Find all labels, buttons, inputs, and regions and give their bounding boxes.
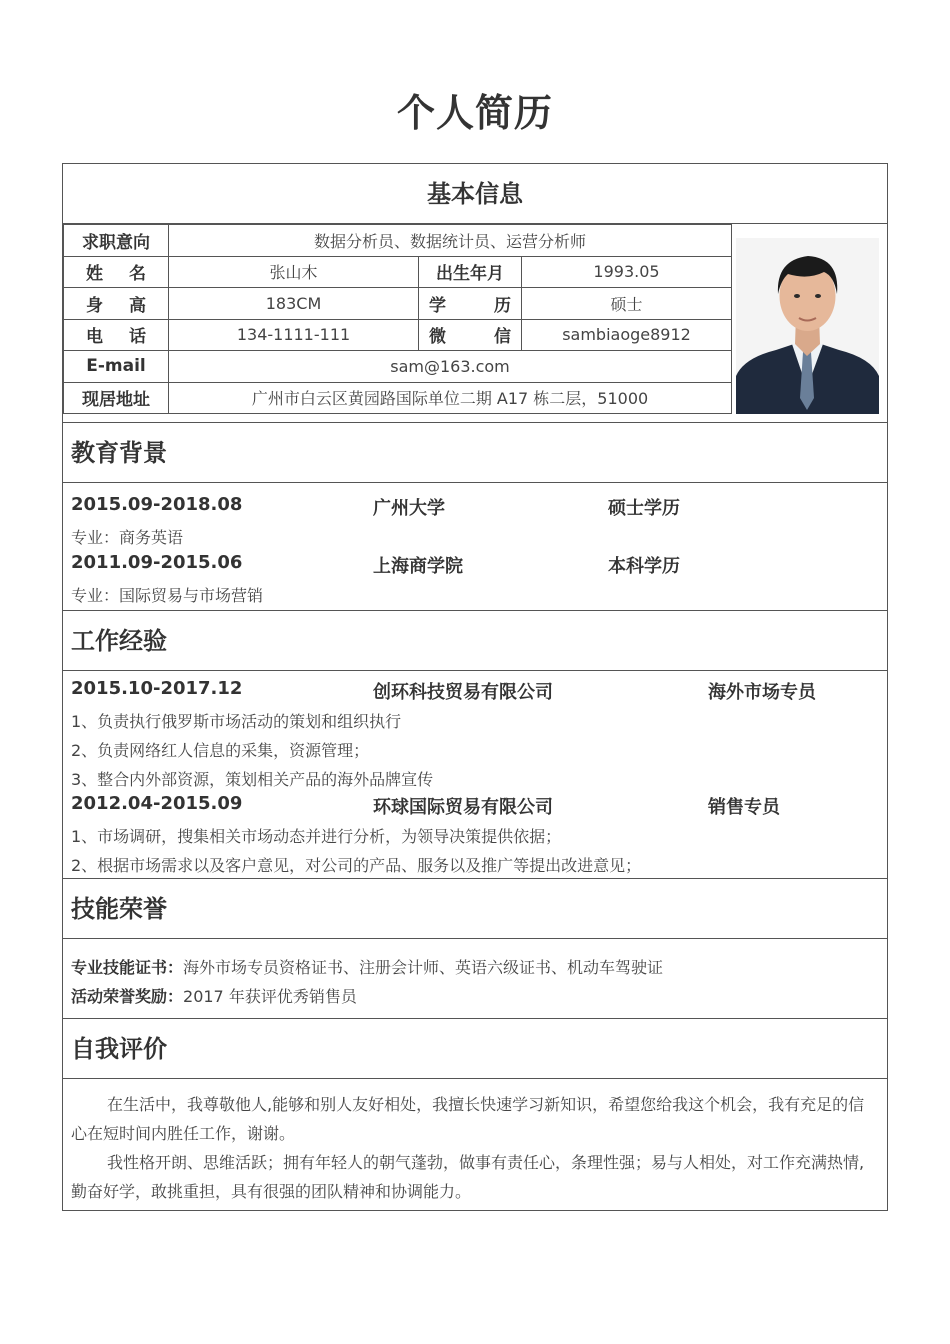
work-2-period: 2012.04-2015.09 — [71, 793, 243, 814]
address-label: 现居地址 — [64, 382, 169, 414]
work-2-duty: 2、根据市场需求以及客户意见，对公司的产品、服务以及推广等提出改进意见； — [71, 856, 642, 875]
work-2-duty: 1、市场调研，搜集相关市场动态并进行分析，为领导决策提供依据； — [71, 827, 562, 846]
birth-value: 1993.05 — [522, 256, 732, 288]
job-value: 数据分析员、数据统计员、运营分析师 — [169, 225, 732, 257]
wechat-value: sambiaoge8912 — [522, 319, 732, 351]
award-line — [71, 984, 357, 1007]
edu-label: 学 历 — [419, 288, 522, 320]
self-heading: 自我评价 — [63, 1019, 887, 1079]
award-label: 活动荣誉奖励： — [71, 987, 184, 1006]
edu-2-period: 2011.09-2015.06 — [71, 552, 243, 573]
work-2-company: 环球国际贸易有限公司 — [373, 797, 553, 818]
address-value: 广州市白云区黄园路国际单位二期 A17 栋二层，51000 — [169, 382, 732, 414]
work-heading: 工作经验 — [63, 611, 887, 671]
height-value: 183CM — [169, 288, 419, 320]
cert-value: 海外市场专员资格证书、注册会计师、英语六级证书、机动车驾驶证 — [183, 958, 664, 977]
skills-heading: 技能荣誉 — [63, 879, 887, 939]
edu-value: 硕士 — [522, 288, 732, 320]
work-1-duty: 1、负责执行俄罗斯市场活动的策划和组织执行 — [71, 712, 402, 731]
page-title: 个人简历 — [396, 91, 553, 135]
edu-1-period: 2015.09-2018.08 — [71, 494, 243, 515]
edu-1-degree: 硕士学历 — [608, 498, 680, 519]
name-label: 姓 名 — [64, 256, 169, 288]
edu-2-degree: 本科学历 — [608, 556, 680, 577]
self-paragraph: 我性格开朗、思维活跃；拥有年轻人的朝气蓬勃，做事有责任心，条理性强；易与人相处，对工作充满热情,勤奋好学，敢挑重担，具有很强的团队精神和协调能力。 — [71, 1153, 865, 1201]
cert-label: 专业技能证书： — [71, 958, 184, 977]
work-1-period: 2015.10-2017.12 — [71, 678, 243, 699]
edu-1-major: 专业：商务英语 — [71, 528, 184, 547]
edu-2-major: 专业：国际贸易与市场营销 — [71, 586, 264, 605]
work-1-duty: 2、负责网络红人信息的采集，资源管理； — [71, 741, 370, 760]
wechat-label: 微 信 — [419, 319, 522, 351]
resume-frame — [62, 163, 888, 1211]
birth-label: 出生年月 — [419, 256, 522, 288]
edu-2-school: 上海商学院 — [373, 556, 463, 577]
phone-value: 134-1111-111 — [169, 319, 419, 351]
basic-info-table — [63, 224, 732, 414]
edu-1-school: 广州大学 — [373, 498, 445, 519]
email-value: sam@163.com — [169, 351, 732, 383]
height-label: 身 高 — [64, 288, 169, 320]
phone-label: 电 话 — [64, 319, 169, 351]
award-value: 2017 年获评优秀销售员 — [183, 987, 357, 1006]
name-value: 张山木 — [169, 256, 419, 288]
self-paragraph: 在生活中，我尊敬他人,能够和别人友好相处，我擅长快速学习新知识，希望您给我这个机会，我有充足的信心在短时间内胜任工作，谢谢。 — [71, 1095, 865, 1143]
basic-info-heading: 基本信息 — [63, 164, 887, 224]
email-label: E-mail — [64, 351, 169, 383]
work-1-company: 创环科技贸易有限公司 — [373, 682, 553, 703]
cert-line — [71, 955, 663, 978]
profile-photo — [736, 238, 879, 414]
work-2-position: 销售专员 — [708, 797, 780, 818]
work-1-position: 海外市场专员 — [708, 682, 816, 703]
job-label: 求职意向 — [64, 225, 169, 257]
work-1-duty: 3、整合内外部资源，策划相关产品的海外品牌宣传 — [71, 770, 434, 789]
portrait-image — [736, 238, 879, 414]
education-heading: 教育背景 — [63, 423, 887, 483]
